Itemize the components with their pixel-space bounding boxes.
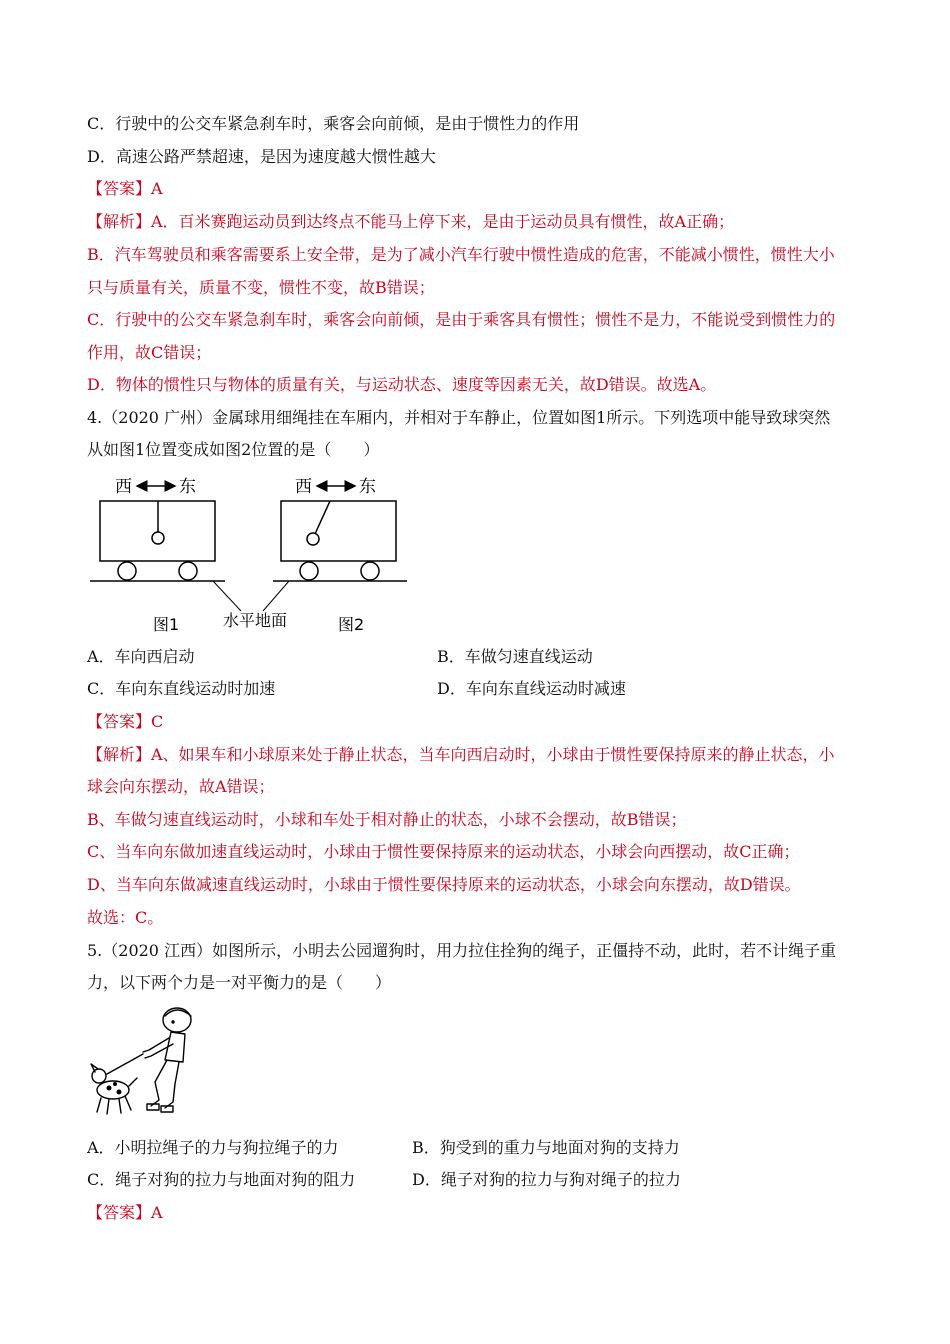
q3-analysis-line-4: C．行驶中的公交车紧急刹车时，乘客会向前倾，是由于乘客具有惯性；惯性不是力，不能说受到惯性力的 — [87, 310, 836, 329]
dog-spot — [117, 1090, 122, 1095]
figure-1-east-label: 东 — [179, 477, 196, 497]
ground-leader-right — [263, 581, 289, 611]
q5-option-d: D．绳子对狗的拉力与狗对绳子的拉力 — [412, 1170, 681, 1189]
q5-answer: 【答案】A — [87, 1203, 163, 1222]
q4-figure — [85, 468, 415, 638]
dog-spot — [113, 1082, 117, 1086]
figure-2-west-label: 西 — [295, 477, 312, 497]
figure-2-string — [315, 501, 330, 534]
q5-option-b: B．狗受到的重力与地面对狗的支持力 — [412, 1138, 680, 1157]
figure-2-wheel-left — [300, 562, 318, 580]
figure-1-wheel-right — [179, 562, 197, 580]
q4-option-a: A．车向西启动 — [87, 647, 195, 666]
figure-2-caption: 图2 — [338, 615, 365, 634]
dog-ear — [91, 1064, 98, 1072]
q3-analysis-line-3: 只与质量有关，质量不变，惯性不变，故B错误； — [87, 278, 435, 297]
q5-boy-walking-dog-illustration — [85, 1002, 215, 1122]
q3-analysis-line-1: 【解析】A．百米赛跑运动员到达终点不能马上停下来，是由于运动员具有惯性，故A正确； — [87, 212, 735, 231]
figure-1-ball — [152, 532, 164, 544]
q4-option-b: B．车做匀速直线运动 — [437, 647, 593, 666]
q3-analysis-line-6: D．物体的惯性只与物体的质量有关，与运动状态、速度等因素无关，故D错误。故选A。 — [87, 375, 717, 394]
q4-stem-line-1: 4.（2020 广州）金属球用细绳挂在车厢内，并相对于车静止，位置如图1所示。下列选项中能导致球突然 — [87, 408, 831, 427]
figure-1-caption: 图1 — [153, 615, 180, 634]
q3-analysis-line-5: 作用，故C错误； — [87, 343, 212, 362]
figure-2-ball — [307, 533, 319, 545]
figure-2-east-label: 东 — [359, 477, 376, 497]
dog-spot — [107, 1086, 112, 1091]
leash — [107, 1054, 143, 1074]
q5-stem-line-1: 5.（2020 江西）如图所示，小明去公园遛狗时，用力拉住拴狗的绳子，正僵持不动，此时，若不计绳子重 — [87, 941, 837, 960]
dog-body — [97, 1081, 129, 1099]
q5-option-a: A．小明拉绳子的力与狗拉绳子的力 — [87, 1138, 339, 1157]
ground-leader-left — [213, 581, 241, 611]
figure-1-west-label: 西 — [115, 477, 132, 497]
q3-option-c: C．行驶中的公交车紧急刹车时，乘客会向前倾，是由于惯性力的作用 — [87, 114, 580, 133]
figure-1-car — [90, 477, 225, 634]
q4-analysis-line-2: 球会向东摆动，故A错误； — [87, 777, 275, 796]
boy-leg-left — [151, 1060, 167, 1106]
q4-analysis-line-3: B、车做匀速直线运动时，小球和车处于相对静止的状态，小球不会摆动，故B错误； — [87, 810, 687, 829]
q3-analysis-line-2: B．汽车驾驶员和乘客需要系上安全带，是为了减小汽车行驶中惯性造成的危害，不能减小惯性，惯性大小 — [87, 245, 835, 264]
figure-2-carriage — [281, 501, 396, 561]
q3-option-d: D．高速公路严禁超速，是因为速度越大惯性越大 — [87, 147, 436, 166]
boy-arm-upper — [143, 1038, 169, 1052]
q4-analysis-line-6: 故选：C。 — [87, 908, 164, 927]
figure-2-car — [273, 477, 407, 634]
q4-answer: 【答案】C — [87, 712, 164, 731]
figure-2-wheel-right — [361, 562, 379, 580]
q4-analysis-line-4: C、当车向东做加速直线运动时，小球由于惯性要保持原来的运动状态，小球会向西摆动，故C正确； — [87, 842, 800, 861]
figure-1-wheel-left — [118, 562, 136, 580]
q5-option-c: C．绳子对狗的拉力与地面对狗的阻力 — [87, 1170, 356, 1189]
ground-label: 水平地面 — [223, 611, 288, 630]
boy-leg-right — [165, 1062, 179, 1108]
q4-analysis-line-1: 【解析】A、如果车和小球原来处于静止状态，当车向西启动时，小球由于惯性要保持原来的静止状态，小 — [87, 745, 835, 764]
q4-option-d: D．车向东直线运动时减速 — [437, 679, 626, 698]
q4-stem-line-2: 从如图1位置变成如图2位置的是（ ） — [87, 440, 380, 459]
q3-answer: 【答案】A — [87, 179, 163, 198]
q5-stem-line-2: 力，以下两个力是一对平衡力的是（ ） — [87, 973, 392, 992]
dog-tail — [129, 1078, 137, 1086]
q4-analysis-line-5: D、当车向东做减速直线运动时，小球由于惯性要保持原来的运动状态，小球会向东摆动，故D错误。 — [87, 875, 801, 894]
boy-head — [163, 1008, 191, 1032]
boy-arm-lower — [145, 1044, 173, 1058]
q4-option-c: C．车向东直线运动时加速 — [87, 679, 276, 698]
boy-eye — [172, 1021, 174, 1023]
